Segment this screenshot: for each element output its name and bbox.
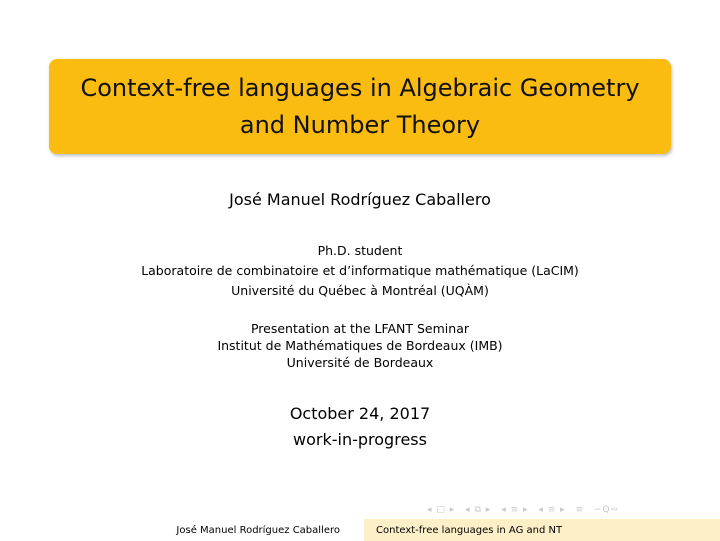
affiliation-line: Université du Québec à Montréal (UQÀM) bbox=[231, 283, 489, 298]
affiliation-line: Ph.D. student bbox=[317, 243, 403, 258]
venue-block bbox=[0, 320, 720, 371]
footer-short-title bbox=[364, 519, 720, 541]
navigation-bar bbox=[427, 505, 625, 515]
footer bbox=[0, 519, 720, 541]
subsection-nav-icon[interactable]: ◂ ≡ ▸ bbox=[501, 505, 529, 515]
venue-line: Institut de Mathématiques de Bordeaux (IMB) bbox=[217, 338, 503, 353]
venue-line: Université de Bordeaux bbox=[286, 355, 434, 370]
slide-title: Context-free languages in Algebraic Geometry and Number Theory bbox=[80, 73, 640, 139]
author-name: José Manuel Rodríguez Caballero bbox=[229, 190, 491, 209]
affiliation-block bbox=[0, 241, 720, 301]
slide-nav-icon[interactable]: ◂ □ ▸ bbox=[427, 505, 456, 515]
status-label: work-in-progress bbox=[293, 430, 427, 449]
title-box bbox=[49, 59, 671, 154]
frame-nav-icon[interactable]: ◂ ⧉ ▸ bbox=[465, 505, 492, 515]
footer-author bbox=[0, 519, 364, 541]
footer-author-text: José Manuel Rodríguez Caballero bbox=[176, 524, 340, 536]
section-nav-icon[interactable]: ◂ ≡ ▸ bbox=[538, 505, 566, 515]
presentation-date: October 24, 2017 bbox=[289, 404, 431, 423]
affiliation-line: Laboratoire de combinatoire et d’informatique mathématique (LaCIM) bbox=[141, 263, 579, 278]
align-icon[interactable]: ≡ bbox=[575, 505, 585, 515]
date-block bbox=[0, 401, 720, 453]
footer-title-text: Context-free languages in AG and NT bbox=[376, 524, 563, 536]
search-icon[interactable]: ∽Q∾ bbox=[594, 505, 620, 515]
venue-line: Presentation at the LFANT Seminar bbox=[250, 321, 469, 336]
